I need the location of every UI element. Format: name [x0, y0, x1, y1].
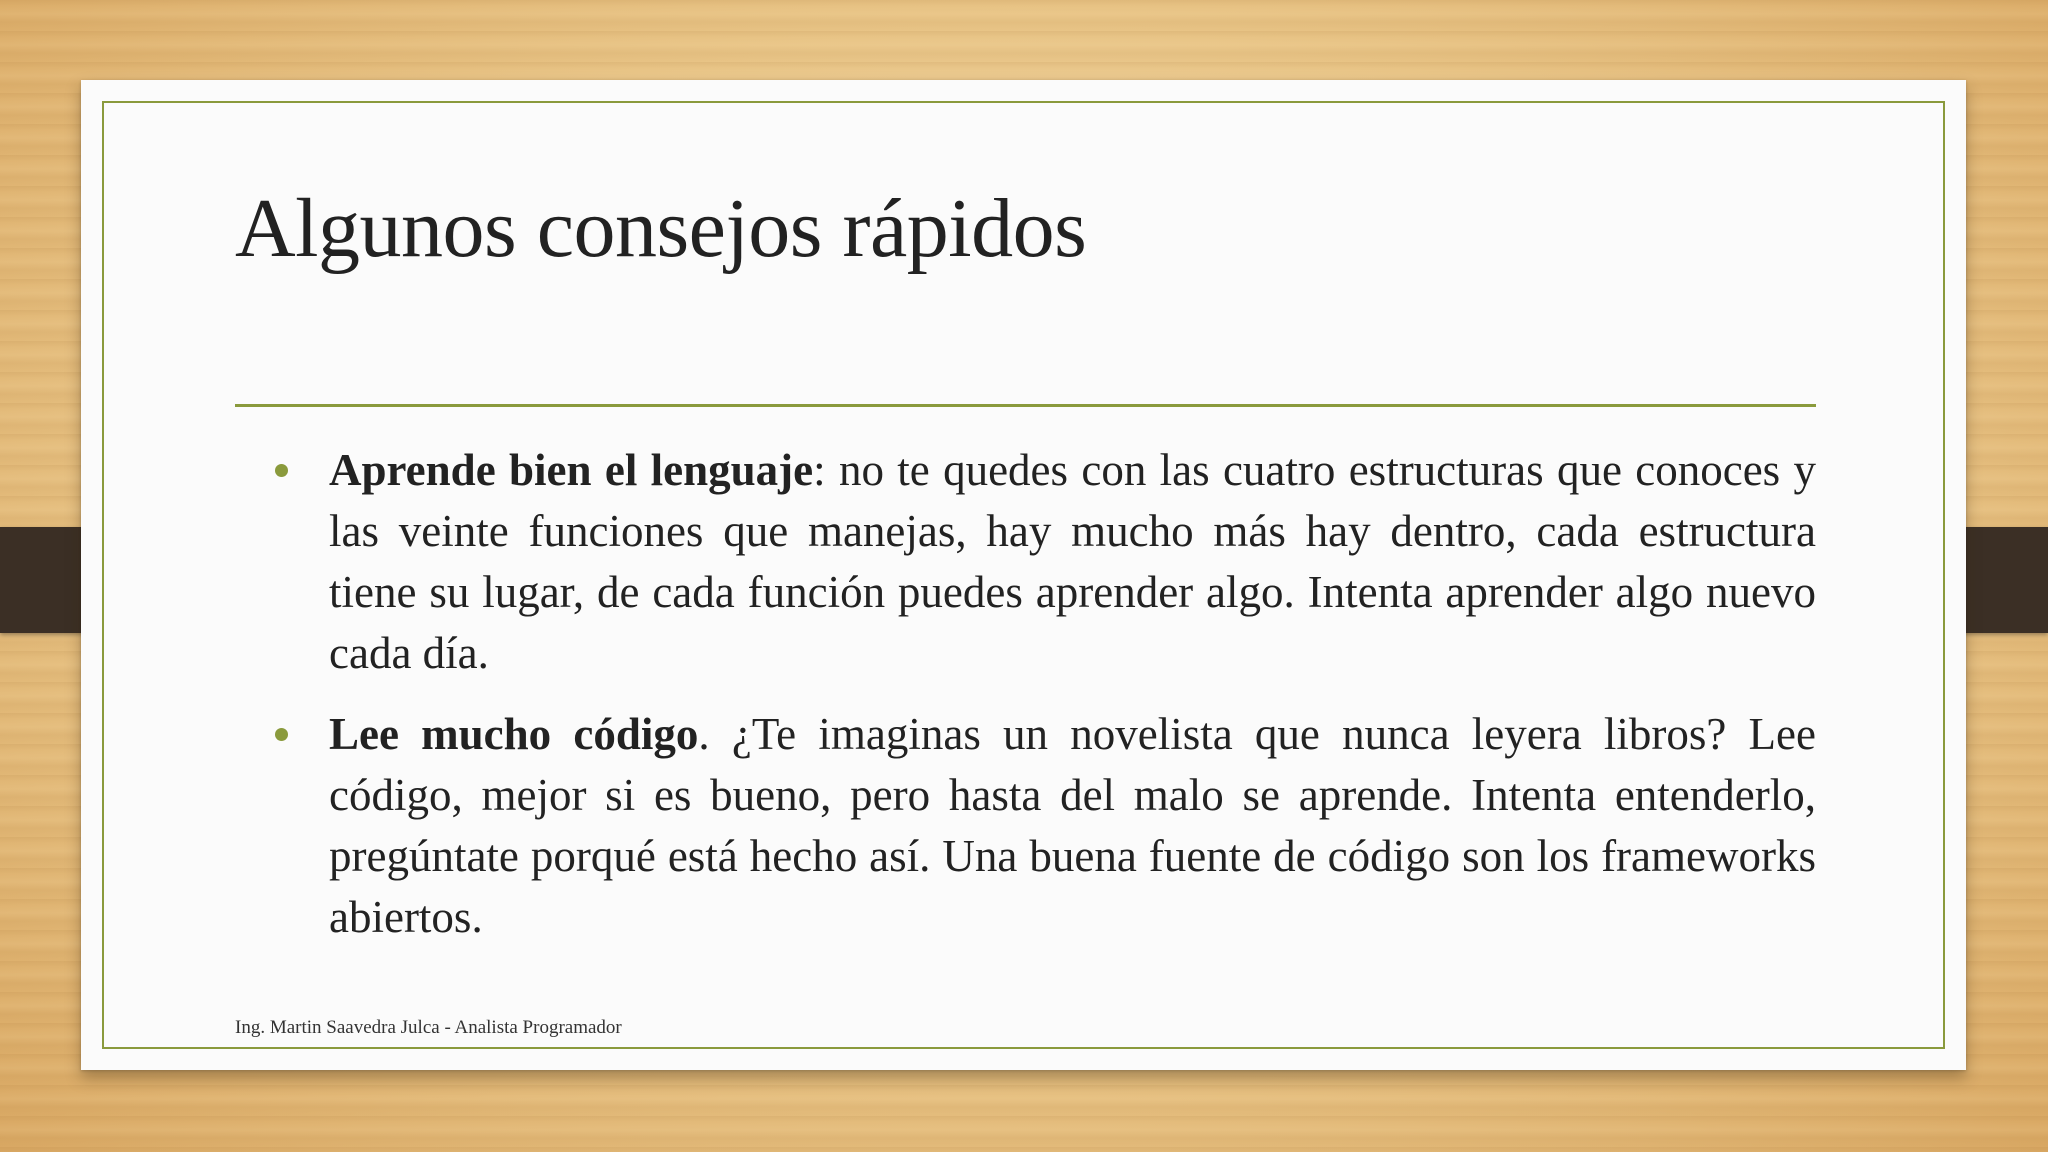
bullet-dot-icon: [275, 728, 288, 741]
bullet-heading: Lee mucho código: [329, 709, 699, 759]
bullet-text: : no te quedes con las cuatro estructuras que conoces y las veinte funciones que manejas, hay mucho más hay dentro, cada estructura tiene su lugar, de cada función puedes aprender algo. Intenta aprender algo nuevo cada día.: [329, 445, 1816, 678]
bullet-item: [235, 704, 1816, 948]
bullet-item: [235, 440, 1816, 684]
slide-title: Algunos consejos rápidos: [235, 182, 1087, 275]
title-divider: [235, 404, 1816, 407]
bullet-text: . ¿Te imaginas un novelista que nunca leyera libros? Lee código, mejor si es bueno, pero hasta del malo se aprende. Intenta entenderlo, pregúntate porqué está hecho así. Una buena fuente de código son los frameworks abiertos.: [329, 709, 1816, 942]
slide-footer: Ing. Martin Saavedra Julca - Analista Programador: [235, 1017, 622, 1038]
slide-card: [81, 80, 1966, 1070]
bullet-heading: Aprende bien el lenguaje: [329, 445, 814, 495]
bullet-list: [235, 440, 1816, 968]
bullet-dot-icon: [275, 464, 288, 477]
